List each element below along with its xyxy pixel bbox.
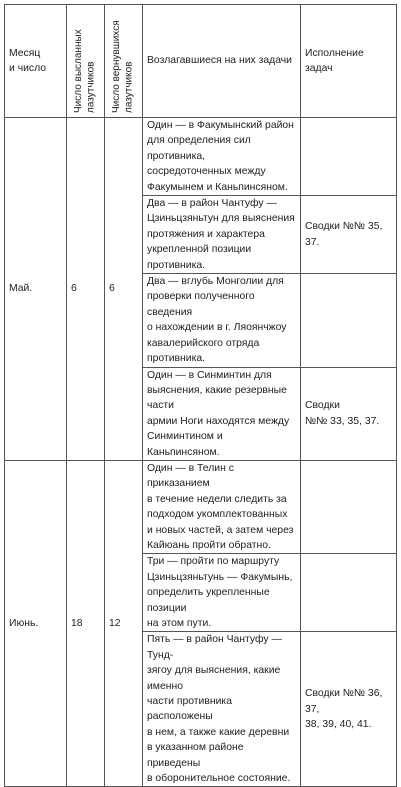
sent-cell: 18 [67,460,105,787]
table-row [5,118,397,196]
result-cell [301,554,397,632]
header-row [5,5,397,118]
result-cell: Сводки №№ 35, 37. [301,196,397,274]
header-tasks: Возлагавшиеся на них задачи [143,5,301,118]
task-cell: Два — вглубь Монголии для проверки полученного сведения о нахождении в г. Ляоянчжоу кавалерийского отряда противника. [143,274,301,367]
result-cell: Сводки №№ 33, 35, 37. [301,367,397,460]
header-execution: Исполнение задач [301,5,397,118]
result-cell [301,460,397,553]
task-cell: Один — в Синминтин для выяснения, какие резервные части армии Ноги находятся между Синминтином и Каньпинсяном. [143,367,301,460]
header-sent: Число высланных лазутчиков [67,5,105,118]
returned-cell: 6 [105,118,143,461]
returned-cell: 12 [105,460,143,787]
table-row [5,460,397,553]
task-cell: Три — пройти по маршруту Цзиньцзяньтунь — Факумынь, определить укрепленные позиции на этом пути. [143,554,301,632]
result-cell [301,118,397,196]
task-cell: Пять — в район Чантуфу — Тунд- зягоу для выяснения, какие именно части противника расположены в нем, а также какие деревни в указанном районе приведены в оборонительное состояние. [143,632,301,787]
sent-cell: 6 [67,118,105,461]
task-cell: Один — в Телин с приказанием в течение недели следить за подходом укомплектованных и новых частей, а затем через Кайюань пройти обратно. [143,460,301,553]
month-cell: Май. [5,118,67,461]
header-month: Месяц и число [5,5,67,118]
result-cell: Сводки №№ 36, 37, 38, 39, 40, 41. [301,632,397,787]
result-cell [301,274,397,367]
month-cell: Июнь. [5,460,67,787]
task-cell: Два — в район Чантуфу — Цзиньцзяньтун для выяснения протяжения и характера укрепленной позиции противника. [143,196,301,274]
task-cell: Один — в Факумынский район для определения сил противника, сосредоточенных между Факумынем и Каньпинсяном. [143,118,301,196]
header-returned: Число вернувшихся лазутчиков [105,5,143,118]
scouts-table [4,4,397,787]
